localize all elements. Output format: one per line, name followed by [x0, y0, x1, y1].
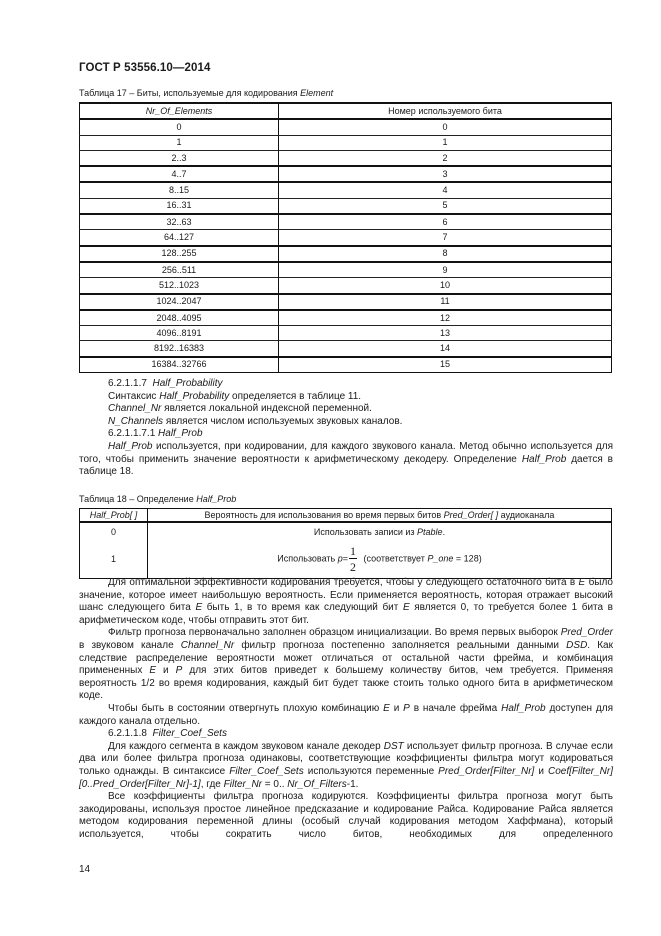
table-row	[80, 278, 612, 294]
cell-bit-number: 3	[279, 166, 612, 182]
cell-nr-of-elements: 8..15	[80, 182, 279, 198]
cell-bit-number: 1	[279, 135, 612, 150]
paragraph: Синтаксис Half_Probability определяется в таблице 11.	[108, 390, 362, 402]
table-row	[80, 310, 612, 326]
cell-bit-number: 2	[279, 150, 612, 166]
paragraph: Фильтр прогноза первоначально заполнен образцом инициализации. Во время первых выборок Pred_Order в звуковом канале Channel_Nr фильтр прогноза постепенно заполняется реальными данными DSD. Как следствие распределение вероятности может отличаться от остальной части фрейма, и комбинация примененных E и P для этих битов приведет к большему количеству битов, чем требуется. Применяя вероятность 1/2 во время кодирования, каждый бит будет также стоить только одного бита в арифметическом коде.	[79, 627, 613, 702]
cell-nr-of-elements: 0	[80, 119, 279, 135]
cell-nr-of-elements: 256..511	[80, 262, 279, 278]
table-row	[80, 150, 612, 166]
paragraph: Для оптимальной эффективности кодирования требуется, чтобы у следующего остаточного бита в E было значение, которое имеет наибольшую вероятность. Если применяется вероятность, которая отражает высокий шанс следующего бита E быть 1, в то время как следующий бит E является 0, то требуется более 1 бита в арифметическом коде, чтобы отправить этот бит.	[79, 577, 613, 626]
cell-bit-number: 9	[279, 262, 612, 278]
column-header-half-prob: Half_Prob[ ]	[80, 509, 148, 523]
table-row	[80, 214, 612, 230]
cell-nr-of-elements: 16384..32766	[80, 357, 279, 373]
cell-nr-of-elements: 32..63	[80, 214, 279, 230]
table-18-header-row	[80, 509, 612, 523]
cell-bit-number: 0	[279, 119, 612, 135]
table-18-caption: Таблица 18 – Определение Half_Prob	[79, 494, 237, 504]
table-row	[80, 182, 612, 198]
table-row	[80, 198, 612, 214]
paragraph: Чтобы быть в состоянии отвергнуть плохую комбинацию E и P в начале фрейма Half_Prob доступен для каждого канала отдельно.	[79, 702, 613, 727]
table-17	[79, 102, 612, 373]
table-row	[80, 540, 612, 579]
cell-nr-of-elements: 128..255	[80, 246, 279, 262]
section-heading: 6.2.1.1.8 Filter_Coef_Sets	[108, 728, 227, 740]
table-row	[80, 262, 612, 278]
table-row	[80, 135, 612, 150]
column-header-probability: Вероятность для использования во время первых битов Pred_Order[ ] аудиоканала	[148, 509, 612, 523]
section-half-probability	[79, 378, 613, 479]
table-17-body	[80, 119, 612, 372]
cell-bit-number: 8	[279, 246, 612, 262]
table-row	[80, 341, 612, 357]
cell-value: Использовать p= $\frac{1}{2}$ (соответствует P_one = 128)	[148, 540, 612, 579]
cell-nr-of-elements: 2..3	[80, 150, 279, 166]
fraction-one-half: $\frac{1}{2}$	[350, 544, 356, 574]
cell-key: 0	[80, 522, 148, 540]
subsection-heading: 6.2.1.1.7.1 Half_Prob	[108, 428, 203, 440]
cell-nr-of-elements: 1	[80, 135, 279, 150]
page-number: 14	[79, 864, 91, 875]
cell-bit-number: 5	[279, 198, 612, 214]
table-17-caption: Таблица 17 – Биты, используемые для кодирования Element	[79, 88, 334, 98]
table-17-header-row	[80, 103, 612, 119]
paragraph: N_Channels является числом используемых звуковых каналов.	[108, 415, 403, 427]
cell-nr-of-elements: 4..7	[80, 166, 279, 182]
column-header-bit-number: Номер используемого бита	[279, 103, 612, 119]
cell-nr-of-elements: 1024..2047	[80, 294, 279, 310]
paragraph: Для каждого сегмента в каждом звуковом канале декодер DST использует фильтр прогноза. В случае если два или более фильтра прогноза одинаковы, соответствующие коэффициенты фильтра могут кодироваться только однажды. В синтаксисе Filter_Coef_Sets используются переменные Pred_Order[Filter_Nr] и Coef[Filter_Nr][0..Pred_Order[Filter_Nr]-1], где Filter_Nr = 0.. Nr_Of_Filters-1.	[79, 740, 613, 790]
paragraph: Channel_Nr является локальной индексной переменной.	[108, 403, 372, 415]
table-row	[80, 230, 612, 246]
cell-value: Использовать записи из Ptable.	[148, 522, 612, 540]
cell-nr-of-elements: 8192..16383	[80, 341, 279, 357]
cell-nr-of-elements: 64..127	[80, 230, 279, 246]
cell-bit-number: 15	[279, 357, 612, 373]
paragraph: Half_Prob используется, при кодировании, для каждого звукового канала. Метод обычно используется для того, чтобы применить значение вероятности к арифметическому декодеру. Определение Half_Prob дается в таблице 18.	[79, 440, 613, 478]
cell-nr-of-elements: 4096..8191	[80, 326, 279, 341]
cell-bit-number: 14	[279, 341, 612, 357]
standard-header: ГОСТ Р 53556.10—2014	[79, 62, 211, 74]
table-row	[80, 326, 612, 341]
cell-nr-of-elements: 512..1023	[80, 278, 279, 294]
table-row	[80, 246, 612, 262]
table-row	[80, 357, 612, 373]
cell-nr-of-elements: 2048..4095	[80, 310, 279, 326]
paragraph: Все коэффициенты фильтра прогноза кодируются. Коэффициенты фильтра прогноза могут быть закодированы, используя простое линейное предсказание и кодирование Райса. Кодирование Райса является методом кодирования переменной длины (особый случай кодирования методом Хаффмана), который используется, чтобы сократить число битов, необходимых для определенного	[79, 791, 613, 840]
cell-bit-number: 6	[279, 214, 612, 230]
body-text	[79, 577, 613, 841]
column-header-nr-of-elements: Nr_Of_Elements	[80, 103, 279, 119]
cell-key: 1	[80, 540, 148, 579]
cell-bit-number: 10	[279, 278, 612, 294]
cell-bit-number: 12	[279, 310, 612, 326]
table-row	[80, 166, 612, 182]
section-heading: 6.2.1.1.7 Half_Probability	[108, 378, 223, 389]
cell-bit-number: 11	[279, 294, 612, 310]
cell-bit-number: 4	[279, 182, 612, 198]
table-row	[80, 294, 612, 310]
table-18	[79, 508, 612, 579]
table-row	[80, 522, 612, 540]
table-row	[80, 119, 612, 135]
cell-bit-number: 13	[279, 326, 612, 341]
cell-nr-of-elements: 16..31	[80, 198, 279, 214]
cell-bit-number: 7	[279, 230, 612, 246]
